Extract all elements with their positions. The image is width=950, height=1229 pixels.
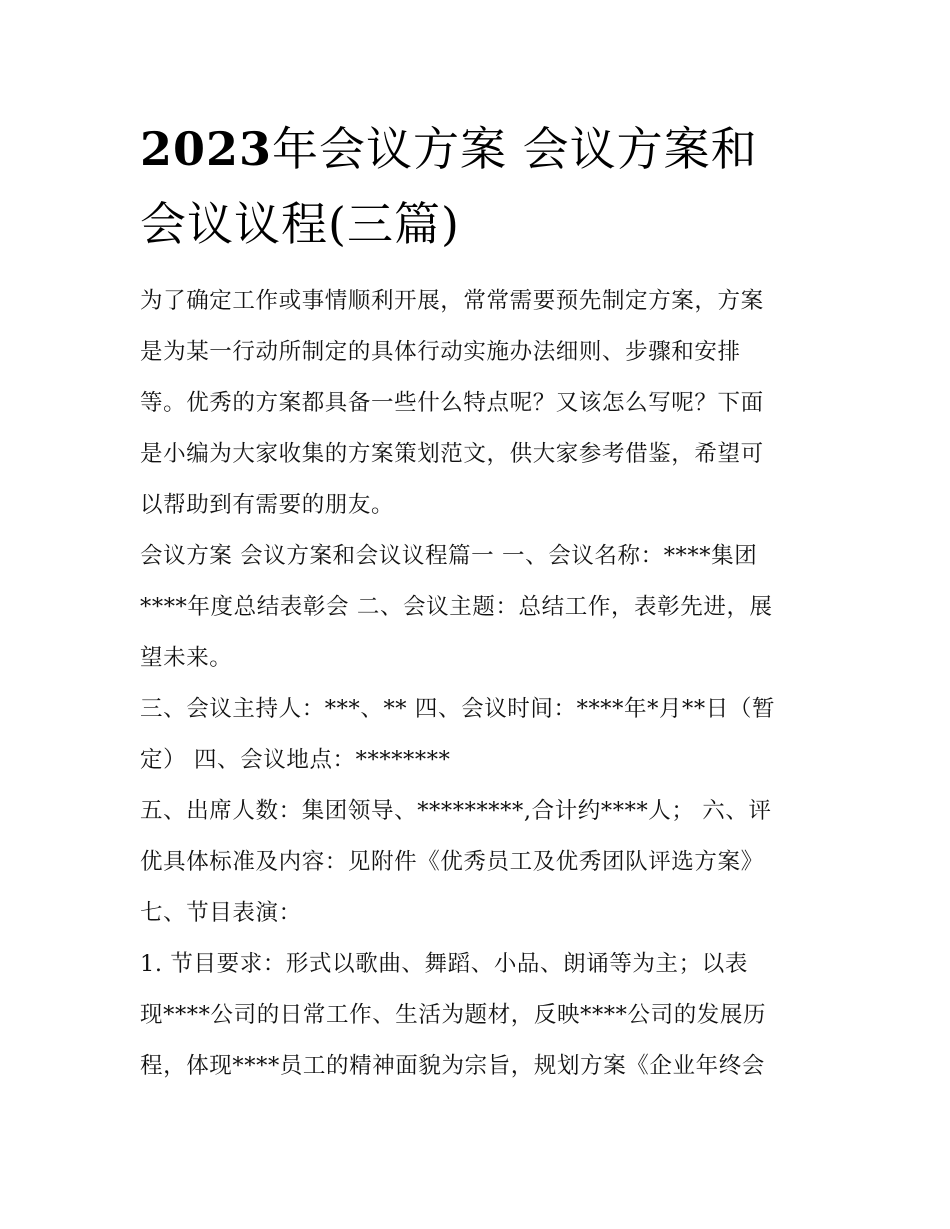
- text-line: 三、会议主持人：***、** 四、会议时间：****年*月**日（暂: [140, 696, 776, 722]
- body-paragraph: [140, 786, 820, 939]
- text-line: 定） 四、会议地点：********: [140, 747, 451, 773]
- text-line: 是为某一行动所制定的具体行动实施办法细则、步骤和安排: [140, 339, 741, 365]
- text-line: 会议方案 会议方案和会议议程篇一 一、会议名称：****集团: [140, 543, 758, 569]
- title-year: 2023: [140, 122, 273, 176]
- text-line: 程，体现****员工的精神面貌为宗旨，规划方案《企业年终会: [140, 1053, 765, 1079]
- text-line: 望未来。: [140, 645, 233, 671]
- document-body: [140, 276, 820, 1092]
- text-line: 以帮助到有需要的朋友。: [140, 492, 395, 518]
- body-paragraph: [140, 684, 820, 786]
- title-line-1: 年会议方案 会议方案和: [272, 122, 758, 176]
- body-paragraph: [140, 276, 820, 531]
- text-line: ****年度总结表彰会 二、会议主题：总结工作，表彰先进，展: [140, 594, 773, 620]
- body-paragraph: [140, 531, 820, 684]
- text-line: 1. 节目要求：形式以歌曲、舞蹈、小品、朗诵等为主；以表: [140, 951, 748, 977]
- text-line: 现****公司的日常工作、生活为题材，反映****公司的发展历: [140, 1002, 767, 1028]
- title-line-2: 会议议程(三篇): [140, 197, 460, 251]
- text-line: 五、出席人数：集团领导、*********,合计约****人； 六、评: [140, 798, 772, 824]
- document-page: [140, 112, 820, 1092]
- text-line: 是小编为大家收集的方案策划范文，供大家参考借鉴，希望可: [140, 441, 764, 467]
- text-line: 七、节目表演：: [140, 900, 302, 926]
- document-title: [140, 112, 820, 262]
- text-line: 等。优秀的方案都具备一些什么特点呢？又该怎么写呢？下面: [140, 390, 764, 416]
- text-line: 优具体标准及内容：见附件《优秀员工及优秀团队评选方案》: [140, 849, 764, 875]
- body-paragraph: [140, 939, 820, 1092]
- text-line: 为了确定工作或事情顺利开展，常常需要预先制定方案，方案: [140, 288, 764, 314]
